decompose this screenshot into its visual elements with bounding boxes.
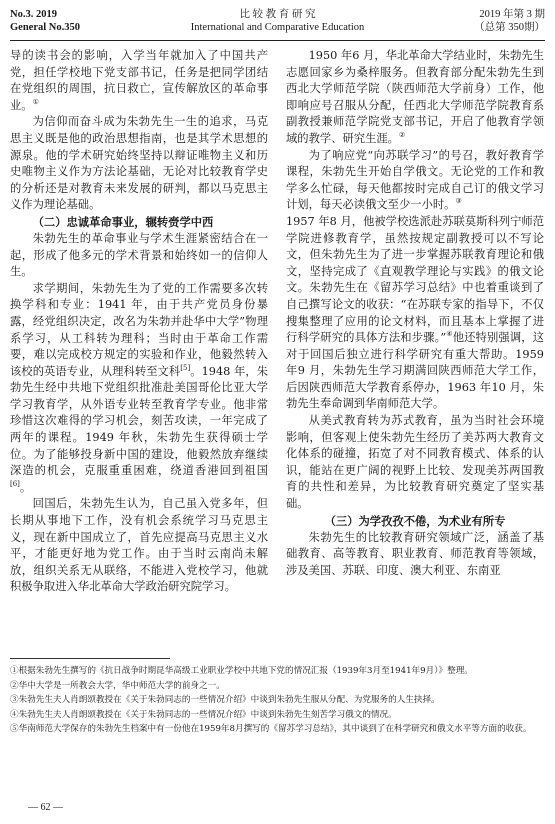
paragraph: 从美式教育转为苏式教育，虽为当时社会环境影响，但客观上使朱勃先生经历了美苏两大教育文化体系的碰撞，拓宽了对不同教育模式、体系的认识，能站在更广阔的视野上比较、发现美苏两国教育的共性和差异，为比较教育研究奠定了坚实基础。 (286, 414, 544, 511)
footnote: ④朱勃先生夫人肖朗颂教授在《关于朱勃同志的一些情况介绍》中谈到朱勃先生刻苦学习俄文的情况。 (10, 709, 397, 720)
citation-ref: [6] (10, 480, 20, 489)
paragraph (10, 281, 268, 497)
paragraph-text: 他还特别强调，这对于回国后独立进行科学研究有重大帮助。1959 年9 月，朱勃先生学习期满回陕西师范大学工作，后因陕西师范大学教育系停办，1963 年10 月，朱勃先生奉命调到华南师范大学。 (286, 331, 544, 411)
section-heading: （三）为学孜孜不倦，为术业有所专 (324, 514, 506, 528)
footnote: ②华中大学是一所教会大学，华中师范大学的前身之一。 (10, 680, 225, 691)
left-column (10, 48, 268, 596)
footnote-ref: ③ (455, 197, 462, 206)
paragraph (10, 48, 268, 114)
footnote-ref: ④ (446, 330, 453, 339)
header-issue-number: No.3. 2019 (10, 9, 57, 20)
footnote-ref: ② (398, 131, 406, 140)
footnote-ref: ① (32, 98, 39, 107)
paragraph (286, 48, 544, 148)
footnote: ①根据朱勃先生撰写的《抗日战争时期昆华高级工业职业学校中共地下党的情况汇报（1939年3月至1941年9月）》整理。 (10, 666, 473, 676)
header-journal-title-en: International and Comparative Education (190, 22, 365, 33)
paragraph-text: 为了响应党“向苏联学习”的号召，教好教育学课程，朱勃先生开始自学俄文。无论党的工作和教学多么忙碌，每天他都按时完成自己订的俄文学习计划，每天必读俄文至少一小时。 (286, 148, 544, 212)
paragraph-text: 。1948 年，朱勃先生经中共地下党组织批准赴美国哥伦比亚大学学习教育学，从外语专业转至教育学专业。他非常珍惜这次难得的学习机会，刻苦攻读，一年完成了两年的课程。1949 年秋，朱勃先生获得硕士学位。为了能够投身新中国的建设，他毅然放弃继续深造的机会，克服重重困难，绕道香港回到祖国 (10, 364, 268, 478)
header-journal (10, 8, 545, 34)
paragraph: 为信仰而奋斗成为朱勃先生一生的追求，马克思主义既是他的政治思想指南，也是其学术思想的源泉。他的学术研究始终坚持以辩证唯物主义和历史唯物主义作为方法论基础，无论对比较教育学史的分析还是对教育未来发展的研判，都以马克思主义作为理论基础。 (10, 115, 268, 212)
section-heading: （二）忠诚革命事业，辗转赍学中西 (32, 215, 214, 229)
paragraph (286, 214, 544, 413)
right-column (286, 48, 544, 579)
paragraph-text: 。 (19, 480, 32, 494)
footnote: ⑤华南师范大学保存的朱勃先生档案中有一份他在1959年8月撰写的《留苏学习总结》，其中谈到了在科学研究和俄文水平等方面的收获。 (10, 724, 532, 735)
paragraph: 回国后，朱勃先生认为，自己虽入党多年，但长期从事地下工作，没有机会系统学习马克思主义，现在新中国成立了，首先应提高马克思主义水平，才能更好地为党工作。由于当时云南尚未解放，组织关系无从联络，不能进入党校学习，他就积极争取进入华北革命大学政治研究院学习。 (10, 497, 268, 594)
paragraph-text: 1957 年8 月，他被学校选派赴苏联莫斯科列宁师范学院进修教育学，虽然按规定副教授可以不写论文，但朱勃先生为了进一步掌握苏联教育理论和俄文，坚持完成了《直观教学理论与实践》的俄文论文。朱勃先生在《留苏学习总结》中也着重谈到了自己撰写论文的收获：“在苏联专家的指导下，不仅搜集整理了应用的论文材料，而且基本上掌握了进行科学研究的具体方法和步骤。” (286, 214, 544, 345)
paragraph: 朱勃先生的革命事业与学术生涯紧密结合在一起，形成了他多元的学术背景和始终如一的信仰人生。 (10, 231, 268, 279)
paragraph-text: 求学期间，朱勃先生为了党的工作需要多次转换学科和专业：1941 年，由于共产党员身份暴露，经党组织决定，改名为朱勃并赴华中大学”物理系学习，从工科转为理科；当时由于革命工作需要，难以完成校方规定的实验和作业，他毅然转入该校的英语专业，从理科转至文科 (10, 281, 268, 378)
paragraph-text: 1950 年6 月，华北革命大学结业时，朱勃先生志愿回家乡为桑梓服务。但教育部分配朱勃先生到西北大学师范学院（陕西师范大学前身）工作，他即响应号召服从分配，任西北大学师范学院教育系副教授兼师范学院党支部书记，开启了他教育学领域的教学、研究生涯。 (286, 49, 544, 145)
header-total-issue: （总第 350期） (474, 22, 545, 33)
header-year-issue (474, 8, 545, 34)
footnote: ③朱勃先生夫人肖朗颂教授在《关于朱勃同志的一些情况介绍》中谈到朱勃先生服从分配、为党服务的人生抉择。 (10, 695, 440, 706)
footnote-rule (10, 658, 170, 659)
paragraph-text: 导的读书会的影响，入学当年就加入了中国共产党，担任学校地下党支部书记，任务是把同学团结在党组织的周围，抗日救亡，宣传解放区的革命事业。 (10, 49, 268, 112)
header-rule (10, 40, 545, 41)
paragraph: 朱勃先生的比较教育研究领域广泛，涵盖了基础教育、高等教育、职业教育、师范教育等领域，涉及美国、苏联、印度、澳大利亚、东南亚 (286, 530, 544, 577)
citation-ref: [5] (180, 363, 191, 372)
page-number: — 62 — (28, 802, 63, 813)
footnotes (10, 664, 545, 737)
paragraph (286, 148, 544, 214)
header-general-number: General No.350 (10, 22, 80, 33)
header-year: 2019 年第 3 期 (479, 9, 545, 20)
running-header (10, 8, 545, 38)
header-journal-title-cn: 比 较 教 育 研 究 (239, 9, 316, 20)
